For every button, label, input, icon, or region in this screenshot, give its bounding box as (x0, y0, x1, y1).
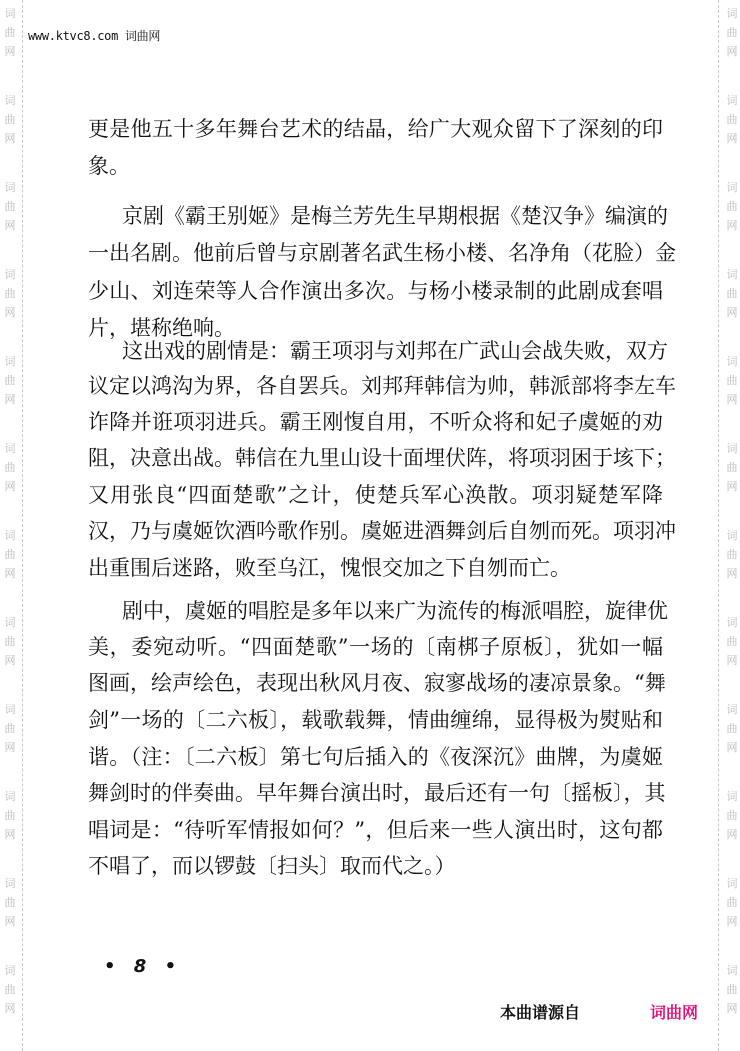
watermark-char: 词 (726, 94, 738, 107)
watermark-char: 词 (726, 355, 738, 368)
watermark-char: 网 (726, 393, 738, 406)
watermark-char: 词 (4, 268, 16, 281)
watermark-char: 网 (4, 915, 16, 928)
watermark-char: 网 (4, 741, 16, 754)
watermark-char: 词 (726, 442, 738, 455)
text-line: 汉，乃与虞姬饮酒吟歌作别。虞姬进酒舞剑后自刎而死。项羽冲 (88, 519, 676, 543)
watermark-char: 曲 (4, 113, 16, 126)
side-watermark (2, 526, 18, 583)
watermark-char: 网 (4, 45, 16, 58)
watermark-char: 曲 (4, 983, 16, 996)
watermark-char: 词 (4, 877, 16, 890)
watermark-char: 曲 (4, 635, 16, 648)
side-watermark (2, 874, 18, 931)
watermark-char: 曲 (726, 548, 738, 561)
watermark-char: 词 (726, 268, 738, 281)
watermark-char: 网 (726, 915, 738, 928)
text-line: 又用张良“四面楚歌”之计，使楚兵军心涣散。项羽疑楚军降 (88, 483, 663, 507)
watermark-char: 词 (4, 355, 16, 368)
watermark-char: 网 (726, 480, 738, 493)
side-watermark (724, 874, 740, 931)
watermark-char: 曲 (4, 722, 16, 735)
text-line: 京剧《霸王别姬》是梅兰芳先生早期根据《楚汉争》编演的 (122, 204, 668, 228)
source-label: 本曲谱源自 (500, 1003, 581, 1022)
text-line: 议定以鸿沟为界，各自罢兵。刘邦拜韩信为帅，韩派部将李左车 (88, 374, 676, 398)
text-line: 美，委宛动听。“四面楚歌”一场的〔南梆子原板〕，犹如一幅 (88, 635, 663, 659)
side-watermark (2, 91, 18, 148)
text-line: 诈降并诳项羽进兵。霸王刚愎自用，不听众将和妃子虞姬的劝 (88, 410, 663, 434)
side-watermark (724, 91, 740, 148)
side-watermark (2, 265, 18, 322)
watermark-char: 网 (726, 654, 738, 667)
watermark-char: 曲 (726, 26, 738, 39)
side-watermark (724, 526, 740, 583)
watermark-char: 曲 (726, 983, 738, 996)
side-watermark (724, 787, 740, 844)
right-dashed-border (718, 0, 719, 1051)
text-line: 象。 (88, 154, 130, 178)
side-watermark (2, 787, 18, 844)
side-watermark (724, 613, 740, 670)
side-watermark (724, 265, 740, 322)
side-watermark (2, 439, 18, 496)
watermark-char: 词 (726, 616, 738, 629)
side-watermark (2, 178, 18, 235)
text-line: 图画，绘声绘色，表现出秋风月夜、寂寥战场的凄凉景象。“舞 (88, 671, 666, 695)
watermark-char: 词 (4, 790, 16, 803)
text-line: 剑”一场的〔二六板〕，载歌载舞，情曲缠绵，显得极为熨贴和 (88, 708, 663, 732)
watermark-char: 词 (726, 877, 738, 890)
side-watermark (2, 4, 18, 61)
left-dashed-border (22, 0, 23, 1051)
watermark-char: 网 (726, 306, 738, 319)
watermark-char: 网 (726, 45, 738, 58)
watermark-char: 网 (4, 828, 16, 841)
watermark-char: 网 (726, 1002, 738, 1015)
text-line: 少山、刘连荣等人合作演出多次。与杨小楼录制的此剧成套唱 (88, 279, 663, 303)
watermark-char: 曲 (726, 461, 738, 474)
watermark-char: 词 (4, 442, 16, 455)
watermark-char: 曲 (726, 200, 738, 213)
watermark-char: 词 (726, 964, 738, 977)
watermark-char: 词 (726, 790, 738, 803)
side-watermark (2, 961, 18, 1018)
text-line: 出重围后迷路，败至乌江，愧恨交加之下自刎而亡。 (88, 556, 571, 580)
text-line: 片，堪称绝响。 (88, 316, 235, 340)
watermark-char: 曲 (726, 896, 738, 909)
site-watermark-header: www.ktvc8.com 词曲网 (28, 29, 161, 43)
side-watermark (724, 352, 740, 409)
side-watermark (724, 4, 740, 61)
watermark-char: 词 (726, 181, 738, 194)
watermark-char: 网 (726, 828, 738, 841)
text-line: 舞剑时的伴奏曲。早年舞台演出时，最后还有一句〔摇板〕，其 (88, 781, 666, 805)
watermark-char: 网 (4, 1002, 16, 1015)
watermark-char: 网 (4, 132, 16, 145)
watermark-char: 曲 (726, 287, 738, 300)
watermark-char: 曲 (4, 896, 16, 909)
watermark-char: 曲 (4, 26, 16, 39)
watermark-char: 词 (4, 529, 16, 542)
source-site-link[interactable]: 词曲网 (650, 1003, 699, 1022)
watermark-char: 网 (4, 306, 16, 319)
text-line: 更是他五十多年舞台艺术的结晶，给广大观众留下了深刻的印 (88, 117, 663, 141)
watermark-char: 网 (4, 654, 16, 667)
watermark-char: 网 (726, 741, 738, 754)
text-line: 不唱了，而以锣鼓〔扫头〕取而代之。） (88, 854, 456, 878)
watermark-char: 词 (726, 529, 738, 542)
watermark-char: 曲 (4, 200, 16, 213)
text-line: 剧中，虞姬的唱腔是多年以来广为流传的梅派唱腔，旋律优 (122, 599, 668, 623)
text-line: 阻，决意出战。韩信在九里山设十面埋伏阵，将项羽困于垓下； (88, 446, 676, 470)
side-watermark (724, 961, 740, 1018)
watermark-char: 网 (726, 567, 738, 580)
watermark-char: 曲 (726, 809, 738, 822)
watermark-char: 网 (4, 480, 16, 493)
text-line: 谐。（注：〔二六板〕第七句后插入的《夜深沉》曲牌，为虞姬 (88, 745, 663, 769)
watermark-char: 网 (726, 219, 738, 232)
side-watermark (2, 700, 18, 757)
side-watermark (2, 613, 18, 670)
watermark-char: 网 (4, 567, 16, 580)
text-line: 一出名剧。他前后曾与京剧著名武生杨小楼、名净角（花脸）金 (88, 241, 676, 265)
watermark-char: 曲 (4, 287, 16, 300)
watermark-char: 曲 (726, 374, 738, 387)
watermark-char: 词 (4, 616, 16, 629)
side-watermark (724, 439, 740, 496)
side-watermark (724, 700, 740, 757)
watermark-char: 曲 (726, 113, 738, 126)
text-line: 这出戏的剧情是：霸王项羽与刘邦在广武山会战失败，双方 (122, 339, 668, 363)
watermark-char: 词 (726, 703, 738, 716)
text-line: 唱词是：“待听军情报如何？”，但后来一些人演出时，这句都 (88, 818, 663, 842)
watermark-char: 曲 (4, 548, 16, 561)
watermark-char: 曲 (4, 374, 16, 387)
watermark-char: 网 (4, 393, 16, 406)
watermark-char: 词 (726, 7, 738, 20)
watermark-char: 曲 (4, 809, 16, 822)
watermark-char: 曲 (726, 722, 738, 735)
side-watermark (2, 352, 18, 409)
watermark-char: 词 (4, 94, 16, 107)
watermark-char: 词 (4, 7, 16, 20)
watermark-char: 词 (4, 703, 16, 716)
watermark-char: 网 (4, 219, 16, 232)
watermark-char: 网 (726, 132, 738, 145)
page-number: • 8 • (104, 956, 183, 977)
watermark-char: 曲 (4, 461, 16, 474)
watermark-char: 词 (4, 181, 16, 194)
watermark-char: 曲 (726, 635, 738, 648)
side-watermark (724, 178, 740, 235)
watermark-char: 词 (4, 964, 16, 977)
